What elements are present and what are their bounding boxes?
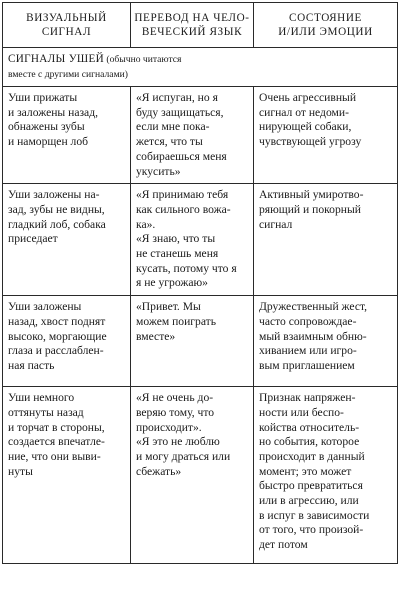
cell-signal: Уши заложены на- зад, зубы не видны, гладкий лоб, собака приседает <box>3 184 131 296</box>
cell-translation: «Я не очень до- веряю тому, что происходит». «Я это не люблю и могу драться или сбежать» <box>131 387 254 564</box>
cell-translation: «Я испуган, но я буду защищаться, если мне пока- жется, что ты собираешься меня укусить» <box>131 87 254 184</box>
header-state-emotions: СОСТОЯНИЕ И/ИЛИ ЭМОЦИИ <box>254 3 398 48</box>
cell-translation: «Привет. Мы можем поиграть вместе» <box>131 296 254 387</box>
cell-state: Признак напряжен- ности или беспо- койства относитель- но события, которое происходит в данный момент; это может быстро превратиться или в агрессию, или в испуг в зависимости от того, что произой- дет потом <box>254 387 398 564</box>
section-title: СИГНАЛЫ УШЕЙ <box>8 53 105 65</box>
cell-translation: «Я принимаю тебя как сильного вожа- ка». «Я знаю, что ты не станешь меня кусать, потому что я я не угрожаю» <box>131 184 254 296</box>
table-row <box>3 184 398 296</box>
section-ear-signals <box>3 48 398 87</box>
table-row <box>3 387 398 564</box>
cell-state: Дружественный жест, часто сопровождае- мый взаимным обню- хиванием или игро- вым приглашением <box>254 296 398 387</box>
dog-signals-table <box>2 2 398 564</box>
section-row <box>3 48 398 87</box>
section-note: (обычно читаются вместе с другими сигналами) <box>8 54 182 80</box>
cell-signal: Уши немного оттянуты назад и торчат в стороны, создается впечатле- ние, что они выви- нуты <box>3 387 131 564</box>
header-human-translation: ПЕРЕВОД НА ЧЕЛО- ВЕЧЕСКИЙ ЯЗЫК <box>131 3 254 48</box>
cell-signal: Уши прижаты и заложены назад, обнажены зубы и наморщен лоб <box>3 87 131 184</box>
cell-state: Активный умиротво- ряющий и покорный сигнал <box>254 184 398 296</box>
table-row <box>3 296 398 387</box>
cell-signal: Уши заложены назад, хвост поднят высоко, моргающие глаза и расслаблен- ная пасть <box>3 296 131 387</box>
cell-state: Очень агрессивный сигнал от недоми- нирующей собаки, чувствующей угрозу <box>254 87 398 184</box>
table-row <box>3 87 398 184</box>
header-row <box>3 3 398 48</box>
header-visual-signal: ВИЗУАЛЬНЫЙ СИГНАЛ <box>3 3 131 48</box>
